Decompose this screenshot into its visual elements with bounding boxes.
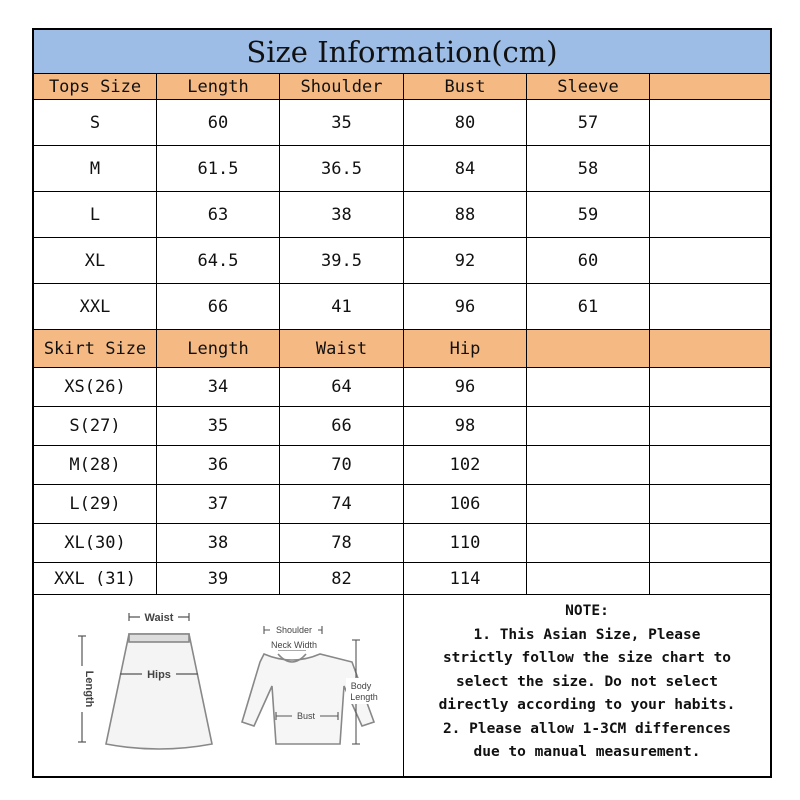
table-cell: 66 xyxy=(157,284,280,329)
table-cell: 57 xyxy=(527,100,650,145)
table-cell xyxy=(650,284,770,329)
table-cell: 35 xyxy=(157,407,280,445)
tops-table-row xyxy=(34,100,770,146)
table-cell: 39.5 xyxy=(280,238,404,283)
table-cell: L xyxy=(34,192,157,237)
table-cell xyxy=(650,446,770,484)
table-cell: 110 xyxy=(404,524,527,562)
note-line: due to manual measurement. xyxy=(473,744,701,760)
skirt-table-row xyxy=(34,524,770,563)
header-cell: Tops Size xyxy=(34,74,157,99)
header-cell: Bust xyxy=(404,74,527,99)
table-cell: 39 xyxy=(157,563,280,594)
table-cell: 84 xyxy=(404,146,527,191)
table-cell: M(28) xyxy=(34,446,157,484)
body-length-label-line2: Length xyxy=(350,692,378,702)
table-cell: XL(30) xyxy=(34,524,157,562)
table-cell xyxy=(650,407,770,445)
table-cell: L(29) xyxy=(34,485,157,523)
table-cell xyxy=(527,563,650,594)
table-cell: 36.5 xyxy=(280,146,404,191)
skirt-header-row xyxy=(34,330,770,368)
note-lines xyxy=(404,624,770,765)
body-length-label-line1: Body xyxy=(350,681,372,691)
header-cell xyxy=(527,330,650,367)
table-cell: 66 xyxy=(280,407,404,445)
header-cell xyxy=(650,74,770,99)
table-cell: XXL (31) xyxy=(34,563,157,594)
table-cell: 60 xyxy=(527,238,650,283)
table-cell: 102 xyxy=(404,446,527,484)
header-cell: Shoulder xyxy=(280,74,404,99)
table-cell: 36 xyxy=(157,446,280,484)
table-cell: 58 xyxy=(527,146,650,191)
table-cell: 80 xyxy=(404,100,527,145)
header-cell: Length xyxy=(157,74,280,99)
note-heading: NOTE: xyxy=(565,603,609,619)
waist-label: Waist xyxy=(144,612,174,624)
table-cell xyxy=(527,407,650,445)
table-cell: 64.5 xyxy=(157,238,280,283)
table-cell: 59 xyxy=(527,192,650,237)
table-cell: 41 xyxy=(280,284,404,329)
table-cell: M xyxy=(34,146,157,191)
table-cell: 37 xyxy=(157,485,280,523)
table-cell: 96 xyxy=(404,368,527,406)
header-cell: Hip xyxy=(404,330,527,367)
header-cell: Sleeve xyxy=(527,74,650,99)
table-cell: S xyxy=(34,100,157,145)
table-cell: 106 xyxy=(404,485,527,523)
bust-label: Bust xyxy=(296,711,316,721)
size-chart-sheet xyxy=(32,28,772,778)
table-cell xyxy=(650,238,770,283)
bottom-section xyxy=(34,594,770,776)
header-cell: Waist xyxy=(280,330,404,367)
tops-table-row xyxy=(34,238,770,284)
table-cell: 61 xyxy=(527,284,650,329)
table-cell: XL xyxy=(34,238,157,283)
table-cell: S(27) xyxy=(34,407,157,445)
table-cell: 34 xyxy=(157,368,280,406)
note-line: 2. Please allow 1-3CM differences xyxy=(442,720,732,737)
table-cell xyxy=(527,368,650,406)
shoulder-label: Shoulder xyxy=(275,625,313,635)
table-cell: 74 xyxy=(280,485,404,523)
table-cell: 96 xyxy=(404,284,527,329)
table-cell: 114 xyxy=(404,563,527,594)
table-cell xyxy=(650,524,770,562)
table-cell: 92 xyxy=(404,238,527,283)
skirt-table-row xyxy=(34,485,770,524)
table-cell xyxy=(527,524,650,562)
note-line: strictly follow the size chart to xyxy=(442,650,732,666)
measurement-diagram-svg xyxy=(34,594,404,776)
note-line: 1. This Asian Size, Please xyxy=(473,626,701,643)
table-cell: 78 xyxy=(280,524,404,562)
neck-width-label: Neck Width xyxy=(270,640,318,650)
skirt-table-row xyxy=(34,446,770,485)
skirt-figure xyxy=(106,634,212,749)
table-cell: XS(26) xyxy=(34,368,157,406)
table-cell xyxy=(650,146,770,191)
length-label: Length xyxy=(83,670,95,708)
table-cell xyxy=(527,485,650,523)
table-cell xyxy=(650,368,770,406)
note-box xyxy=(404,594,770,776)
table-cell xyxy=(527,446,650,484)
note-line: select the size. Do not select xyxy=(456,673,718,690)
chart-title: Size Information(cm) xyxy=(34,30,770,74)
skirt-table-row xyxy=(34,407,770,446)
table-cell: 63 xyxy=(157,192,280,237)
table-cell: 61.5 xyxy=(157,146,280,191)
table-cell: 98 xyxy=(404,407,527,445)
table-cell: 82 xyxy=(280,563,404,594)
measurement-diagram xyxy=(34,594,404,776)
tops-table-row xyxy=(34,284,770,330)
table-cell: XXL xyxy=(34,284,157,329)
table-cell: 38 xyxy=(157,524,280,562)
table-cell xyxy=(650,100,770,145)
hips-label: Hips xyxy=(147,669,171,681)
tops-table-row xyxy=(34,146,770,192)
table-cell: 64 xyxy=(280,368,404,406)
table-cell: 88 xyxy=(404,192,527,237)
tops-header-row xyxy=(34,74,770,100)
table-cell: 35 xyxy=(280,100,404,145)
table-cell xyxy=(650,485,770,523)
header-cell xyxy=(650,330,770,367)
table-cell: 60 xyxy=(157,100,280,145)
table-cell: 38 xyxy=(280,192,404,237)
skirt-table-row xyxy=(34,368,770,407)
table-cell xyxy=(650,192,770,237)
note-line: directly according to your habits. xyxy=(438,697,736,713)
skirt-table-row xyxy=(34,563,770,595)
table-cell: 70 xyxy=(280,446,404,484)
header-cell: Length xyxy=(157,330,280,367)
table-cell xyxy=(650,563,770,594)
header-cell: Skirt Size xyxy=(34,330,157,367)
tops-table-row xyxy=(34,192,770,238)
